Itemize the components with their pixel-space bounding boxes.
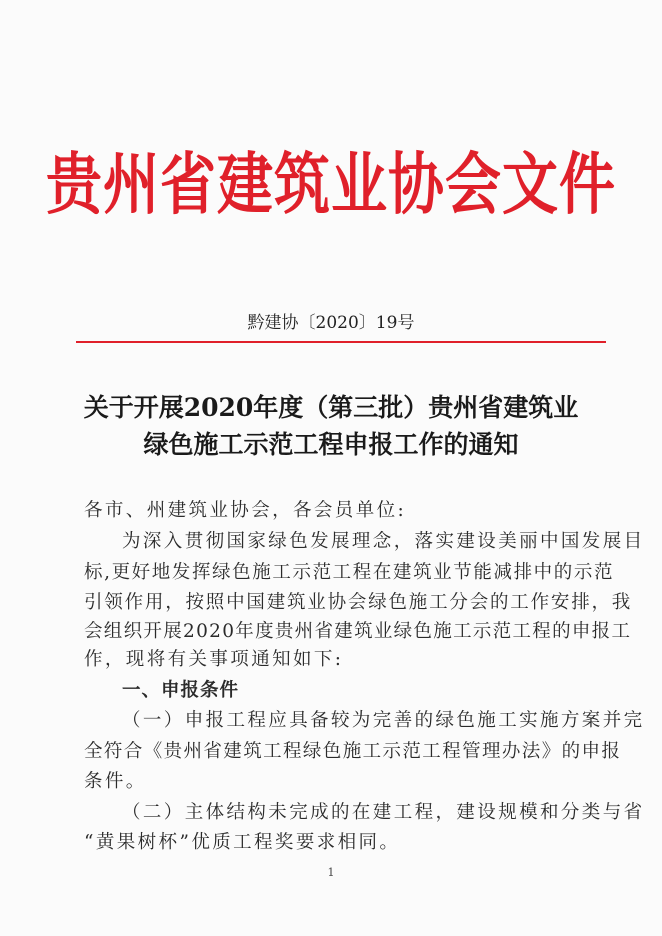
item1-line: 条件。	[84, 771, 147, 792]
intro-line: 会组织开展2020年度贵州省建筑业绿色施工示范工程的申报工	[84, 621, 632, 642]
document-header-title: 贵州省建筑业协会文件	[46, 145, 616, 225]
red-divider-line	[76, 341, 606, 343]
item1-line: 全符合《贵州省建筑工程绿色施工示范工程管理办法》的申报	[84, 741, 622, 762]
notice-title-line-2: 绿色施工示范工程申报工作的通知	[143, 430, 519, 459]
item2-line: （二）主体结构未完成的在建工程，建设规模和分类与省	[122, 802, 645, 823]
intro-line: 标,更好地发挥绿色施工示范工程在建筑业节能减排中的示范	[84, 562, 615, 583]
section-heading: 一、申报条件	[122, 680, 240, 701]
item1-line: （一）申报工程应具备较为完善的绿色施工实施方案并完	[122, 710, 645, 731]
salutation: 各市、州建筑业协会，各会员单位:	[84, 500, 407, 521]
intro-line: 引领作用，按照中国建筑业协会绿色施工分会的工作安排，我	[84, 592, 633, 613]
notice-title-line-1: 关于开展2020年度（第三批）贵州省建筑业	[83, 393, 579, 422]
page-number: 1	[327, 866, 335, 879]
item2-line: “黄果树杯”优质工程奖要求相同。	[84, 832, 401, 853]
intro-line: 作，现将有关事项通知如下:	[84, 649, 344, 670]
intro-line: 为深入贯彻国家绿色发展理念，落实建设美丽中国发展目	[122, 531, 645, 552]
document-number: 黔建协〔2020〕19号	[247, 313, 415, 333]
